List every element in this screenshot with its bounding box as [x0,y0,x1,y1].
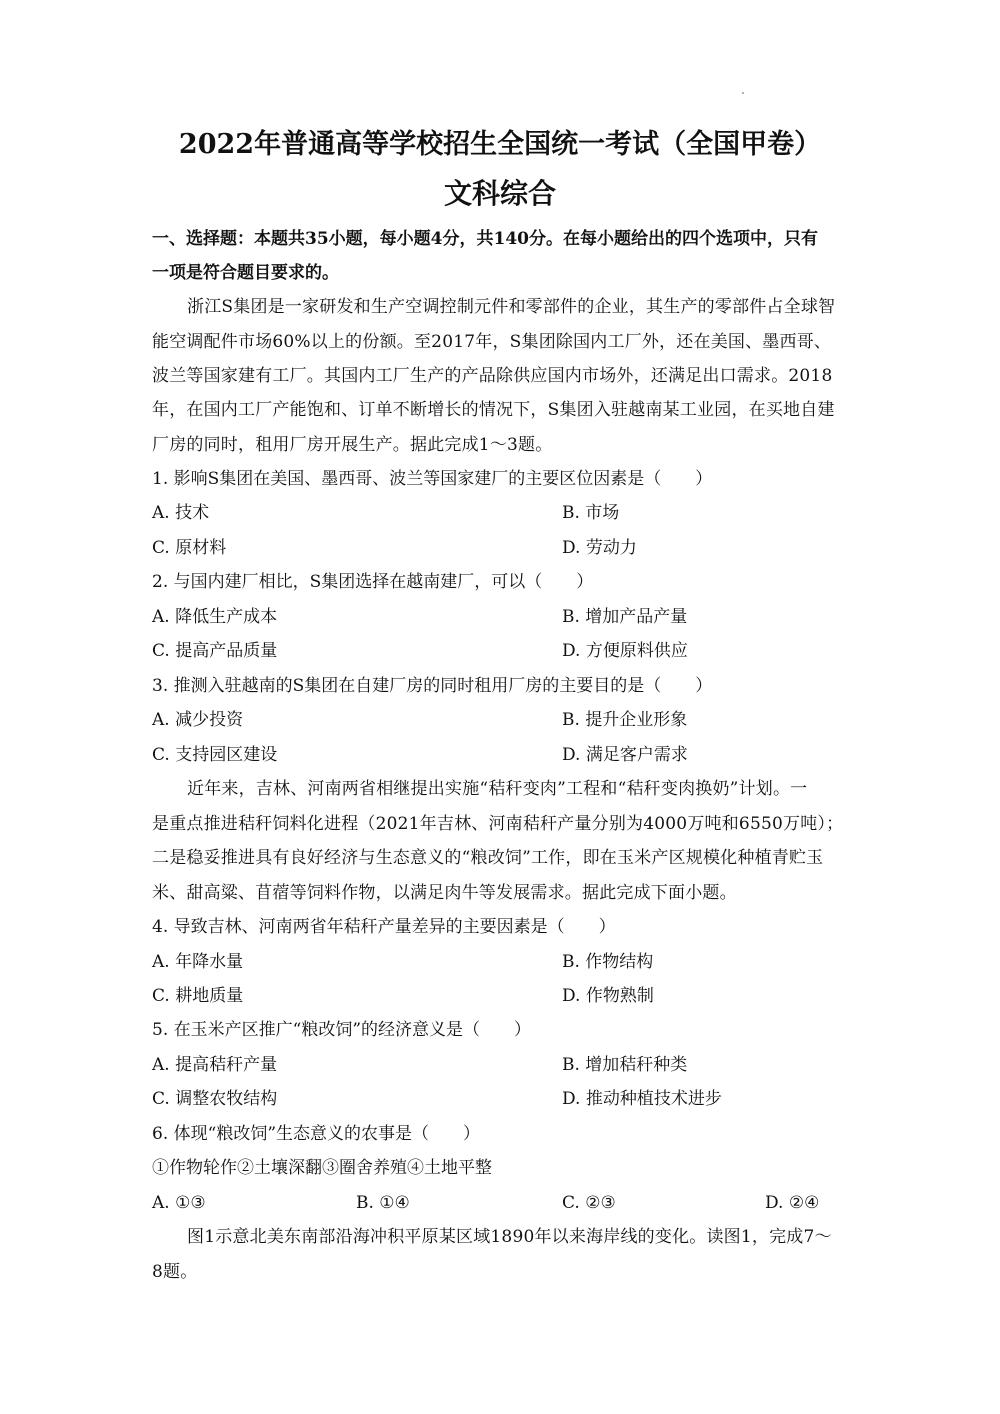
question-4-option-d: D. 作物熟制 [562,986,654,1006]
passage2-line: 是重点推进秸秆饲料化进程（2021年吉林、河南秸秆产量分别为4000万吨和6550万吨）； [152,814,844,834]
question-6-items: ①作物轮作②土壤深翻③圈舍养殖④土地平整 [152,1158,492,1178]
question-1-option-a: A. 技术 [152,503,210,523]
question-5-option-d: D. 推动种植技术进步 [562,1089,722,1109]
question-3-option-d: D. 满足客户需求 [562,745,688,765]
question-6-option-d: D. ②④ [765,1193,820,1213]
passage1-line: 厂房的同时，租用厂房开展生产。据此完成1～3题。 [152,435,553,455]
scan-speck [742,92,744,94]
passage1-line: 浙江S集团是一家研发和生产空调控制元件和零部件的企业，其生产的零部件占全球智 [187,297,836,317]
question-4-option-a: A. 年降水量 [152,952,244,972]
question-5-stem: 5. 在玉米产区推广“粮改饲”的经济意义是（ ） [152,1020,532,1040]
question-2-stem: 2. 与国内建厂相比，S集团选择在越南建厂，可以（ ） [152,572,594,592]
passage1-line: 能空调配件市场60%以上的份额。至2017年，S集团除国内工厂外，还在美国、墨西哥、 [152,332,832,352]
question-2-option-b: B. 增加产品产量 [562,607,688,627]
question-2-option-c: C. 提高产品质量 [152,641,278,661]
question-3-option-c: C. 支持园区建设 [152,745,278,765]
question-6-option-b: B. ①④ [356,1193,410,1213]
question-1-option-d: D. 劳动力 [562,538,637,558]
question-1-option-b: B. 市场 [562,503,620,523]
question-5-option-b: B. 增加秸秆种类 [562,1055,688,1075]
question-6-stem: 6. 体现“粮改饲”生态意义的农事是（ ） [152,1124,481,1144]
question-5-option-c: C. 调整农牧结构 [152,1089,278,1109]
passage3-line: 图1示意北美东南部沿海冲积平原某区域1890年以来海岸线的变化。读图1，完成7～ [187,1227,832,1247]
passage2-line: 近年来，吉林、河南两省相继提出实施“秸秆变肉”工程和“秸秆变肉换奶”计划。一 [187,779,808,799]
question-3-stem: 3. 推测入驻越南的S集团在自建厂房的同时租用厂房的主要目的是（ ） [152,676,713,696]
question-4-option-b: B. 作物结构 [562,952,654,972]
question-1-option-c: C. 原材料 [152,538,227,558]
question-3-option-b: B. 提升企业形象 [562,710,688,730]
passage1-line: 波兰等国家建有工厂。其国内工厂生产的产品除供应国内市场外，还满足出口需求。2018 [152,366,833,386]
question-2-option-d: D. 方便原料供应 [562,641,688,661]
question-4-stem: 4. 导致吉林、河南两省年秸秆产量差异的主要因素是（ ） [152,917,616,937]
exam-subtitle: 文科综合 [443,177,556,210]
question-4-option-c: C. 耕地质量 [152,986,244,1006]
question-2-option-a: A. 降低生产成本 [152,607,278,627]
question-1-stem: 1. 影响S集团在美国、墨西哥、波兰等国家建厂的主要区位因素是（ ） [152,469,713,489]
passage2-line: 米、甜高粱、苜蓿等饲料作物，以满足肉牛等发展需求。据此完成下面小题。 [152,883,737,903]
question-6-option-c: C. ②③ [562,1193,616,1213]
passage1-line: 年，在国内工厂产能饱和、订单不断增长的情况下，S集团入驻越南某工业园，在买地自建 [152,400,835,420]
question-5-option-a: A. 提高秸秆产量 [152,1055,278,1075]
passage3-line: 8题。 [152,1262,198,1282]
question-6-option-a: A. ①③ [152,1193,206,1213]
section-instructions-line2: 一项是符合题目要求的。 [152,263,339,283]
section-instructions-line1: 一、选择题：本题共35小题，每小题4分，共140分。在每小题给出的四个选项中，只有 [152,229,818,249]
exam-title: 2022年普通高等学校招生全国统一考试（全国甲卷） [178,129,822,160]
question-3-option-a: A. 减少投资 [152,710,244,730]
passage2-line: 二是稳妥推进具有良好经济与生态意义的“粮改饲”工作，即在玉米产区规模化种植青贮玉 [152,848,824,868]
